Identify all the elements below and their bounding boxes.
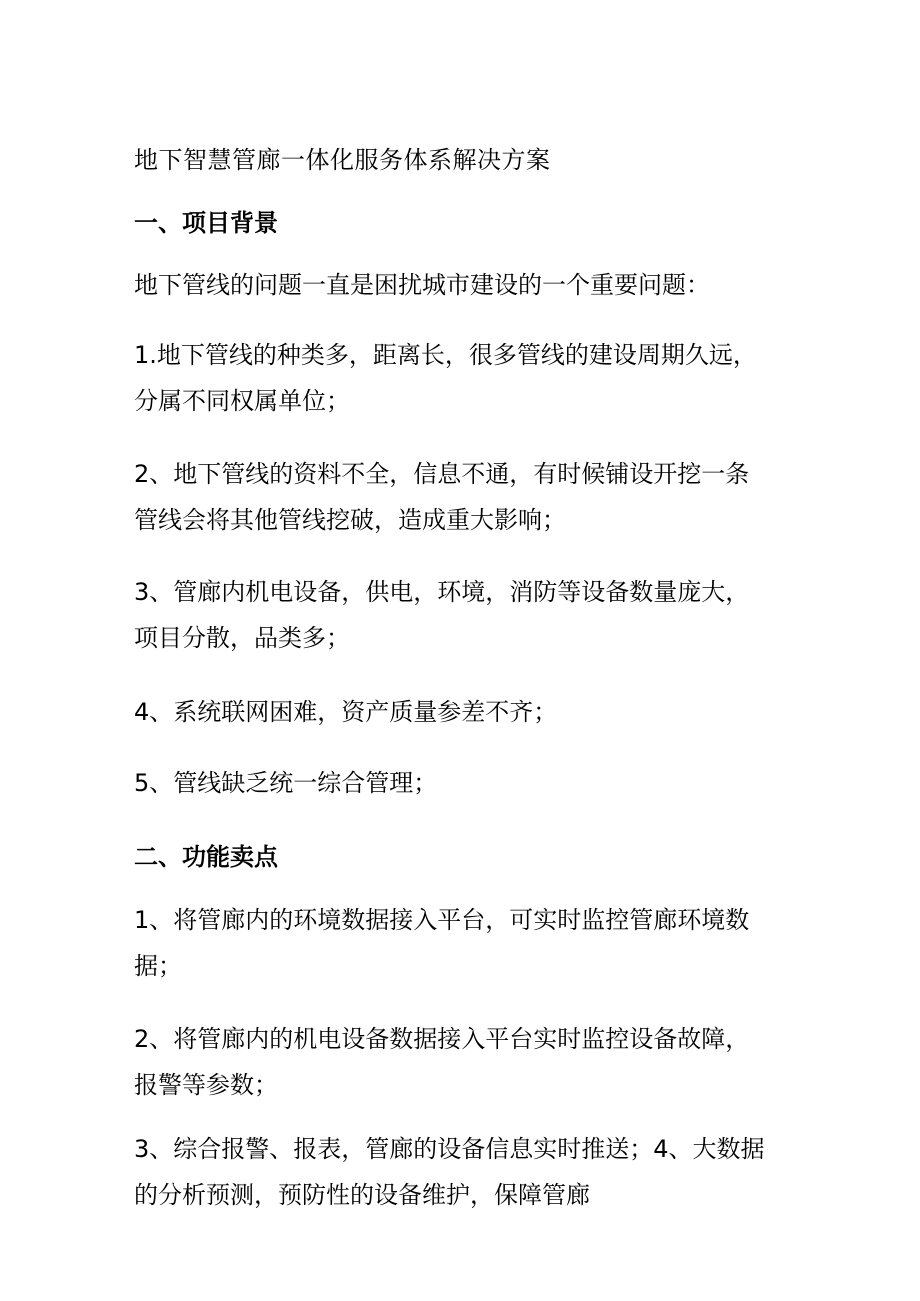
paragraph-line: 3、管廊内机电设备，供电，环境，消防等设备数量庞大， (134, 578, 750, 606)
list-item (134, 332, 784, 424)
paragraph-line: 地下管线的问题一直是困扰城市建设的一个重要问题： (134, 271, 710, 299)
list-item (134, 1126, 784, 1218)
list-item (134, 760, 784, 806)
document-title: 地下智慧管廊一体化服务体系解决方案 (134, 146, 551, 174)
list-item (134, 569, 784, 661)
paragraph-line: 2、将管廊内的机电设备数据接入平台实时监控设备故障， (134, 1025, 750, 1053)
paragraph-line: 2、地下管线的资料不全，信息不通，有时候铺设开挖一条 (134, 460, 750, 488)
list-item (134, 897, 784, 989)
paragraph-line: 管线会将其他管线挖破，造成重大影响； (134, 506, 566, 534)
paragraph-line: 项目分散，品类多； (134, 624, 350, 652)
list-item (134, 451, 784, 543)
paragraph-line: 的分析预测，预防性的设备维护，保障管廊 (134, 1181, 590, 1209)
paragraph-line: 4、系统联网困难，资产质量参差不齐； (134, 698, 558, 726)
section-heading-features: 二、功能卖点 (134, 843, 278, 871)
list-item (134, 689, 784, 735)
section-intro (134, 262, 784, 308)
paragraph-line: 报警等参数； (134, 1071, 278, 1099)
paragraph-line: 3、综合报警、报表，管廊的设备信息实时推送；4、大数据 (134, 1135, 765, 1163)
section-heading-background: 一、项目背景 (134, 209, 278, 237)
paragraph-line: 据； (134, 952, 182, 980)
paragraph-line: 1.地下管线的种类多，距离长，很多管线的建设周期久远， (134, 341, 757, 369)
paragraph-line: 1、将管廊内的环境数据接入平台，可实时监控管廊环境数 (134, 906, 750, 934)
list-item (134, 1016, 784, 1108)
paragraph-line: 5、管线缺乏统一综合管理； (134, 769, 438, 797)
paragraph-line: 分属不同权属单位； (134, 387, 350, 415)
